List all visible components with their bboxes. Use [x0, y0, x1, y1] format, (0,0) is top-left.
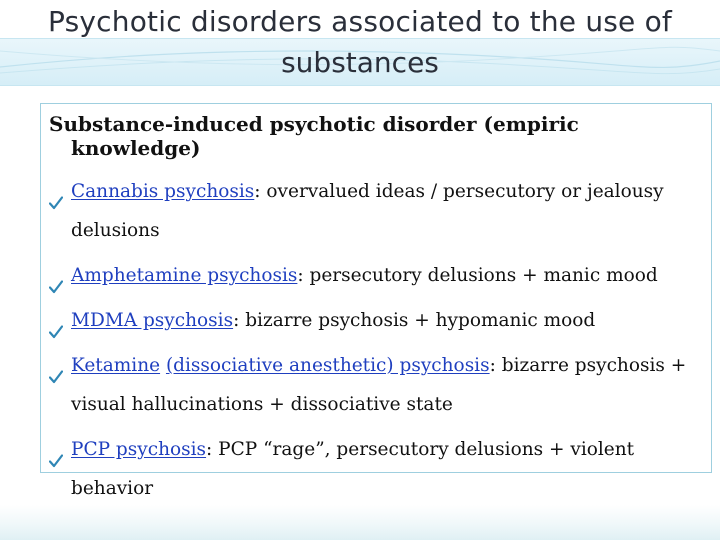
- item-description: overvalued ideas / persecutory or jealousy delusions: [71, 181, 664, 241]
- checkmark-icon: [49, 314, 63, 328]
- list-item: [49, 346, 709, 424]
- term-separator: :: [297, 265, 304, 286]
- page-title: [0, 0, 720, 85]
- term-separator: :: [233, 310, 240, 331]
- substance-list: [49, 172, 709, 508]
- substance-term-link[interactable]: PCP psychosis: [71, 439, 207, 460]
- item-description: PCP “rage”, persecutory delusions + violent behavior: [71, 439, 635, 499]
- checkmark-icon: [49, 269, 63, 283]
- term-separator: :: [254, 181, 261, 202]
- term-separator: :: [489, 355, 496, 376]
- item-description: bizarre psychosis + hypomanic mood: [239, 310, 596, 331]
- substance-term-link[interactable]: MDMA psychosis: [71, 310, 234, 331]
- list-item: [49, 172, 709, 250]
- checkmark-icon: [49, 359, 63, 373]
- checkmark-icon: [49, 443, 63, 457]
- checkmark-icon: [49, 185, 63, 199]
- section-heading: Substance-induced psychotic disorder (empiric knowledge): [49, 112, 579, 160]
- substance-term-link-b[interactable]: (dissociative anesthetic) psychosis: [165, 355, 490, 376]
- list-item: [49, 256, 709, 295]
- item-description: bizarre psychosis + visual hallucinations + dissociative state: [71, 355, 687, 415]
- substance-term-link[interactable]: Cannabis psychosis: [71, 181, 255, 202]
- content: [49, 112, 709, 514]
- title-line-1: Psychotic disorders associated to the use of: [48, 5, 672, 38]
- title-line-2: substances: [281, 46, 439, 79]
- term-separator: :: [206, 439, 213, 460]
- substance-term-link[interactable]: Ketamine: [71, 355, 161, 376]
- substance-term-link[interactable]: Amphetamine psychosis: [71, 265, 298, 286]
- list-item: [49, 430, 709, 508]
- list-item: [49, 301, 709, 340]
- item-description: persecutory delusions + manic mood: [303, 265, 658, 286]
